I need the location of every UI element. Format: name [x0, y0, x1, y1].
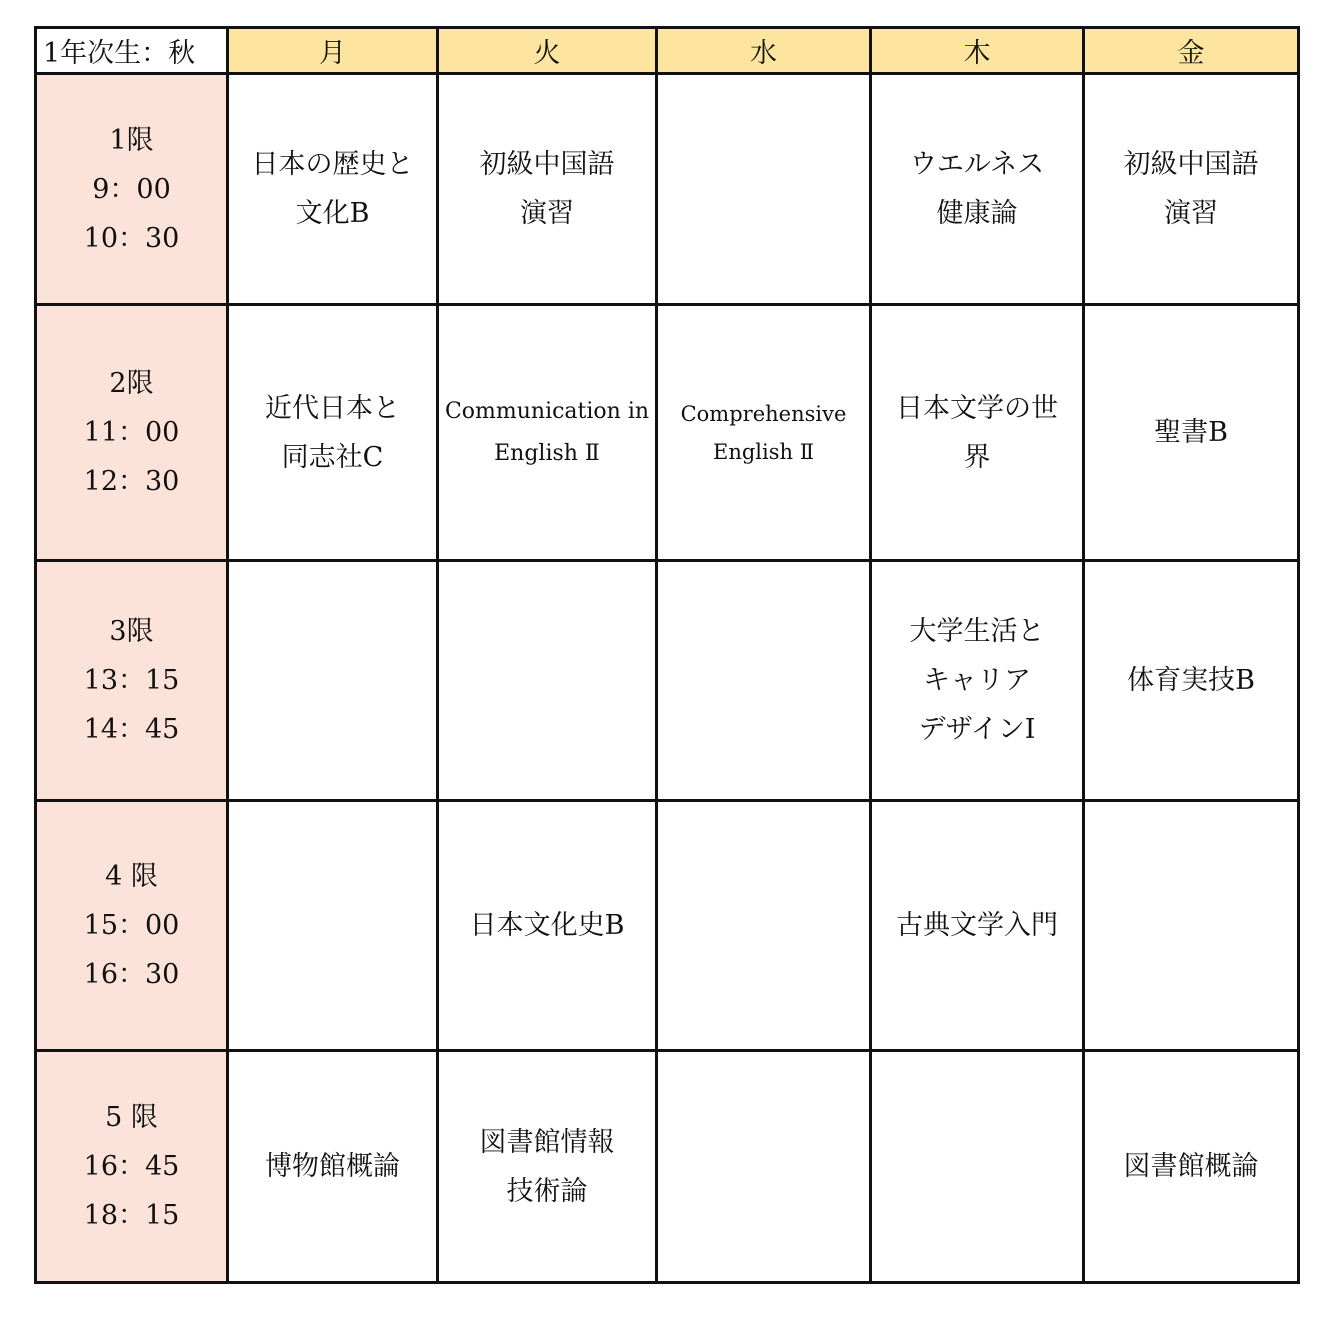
period-end-time: 10：30	[83, 222, 180, 254]
period-cell-5	[36, 1051, 228, 1283]
class-cell-p4-thu	[871, 801, 1084, 1051]
period-row-1	[36, 74, 1299, 305]
period-start-time: 9：00	[92, 173, 171, 205]
course-name-line: 図書館概論	[1123, 1151, 1259, 1182]
class-cell-p3-fri	[1084, 561, 1299, 801]
course-name-line: 図書館情報	[479, 1126, 615, 1158]
day-header-mon: 月	[228, 28, 438, 74]
course-name-line: 体育実技B	[1127, 665, 1255, 696]
course-name-line: 日本の歴史と	[251, 149, 414, 180]
course-name-line: 日本文化史B	[469, 910, 625, 941]
period-row-3	[36, 561, 1299, 801]
class-cell-p5-fri	[1084, 1051, 1299, 1283]
class-cell-p3-wed	[657, 561, 871, 801]
period-cell-3	[36, 561, 228, 801]
period-start-time: 11：00	[83, 417, 180, 448]
period-end-time: 14：45	[83, 714, 180, 745]
timetable	[34, 26, 1300, 1284]
period-end-time: 12：30	[83, 466, 180, 497]
period-end-time: 16：30	[83, 959, 180, 990]
period-cell-1	[36, 74, 228, 305]
class-cell-p4-wed	[657, 801, 871, 1051]
class-cell-p5-thu	[871, 1051, 1084, 1283]
course-name-line: 初級中国語	[1123, 149, 1259, 180]
class-cell-p1-fri	[1084, 74, 1299, 305]
course-name-line: ウエルネス	[909, 149, 1045, 180]
period-start-time: 16：45	[83, 1151, 180, 1182]
period-start-time: 13：15	[83, 665, 180, 696]
course-name-line: 演習	[1164, 198, 1218, 229]
course-name-line: 同志社C	[281, 441, 384, 473]
header-row	[36, 28, 1299, 74]
period-cell-4	[36, 801, 228, 1051]
course-name-line: 近代日本と	[265, 392, 400, 424]
class-cell-p2-tue	[438, 305, 657, 561]
class-cell-p1-tue	[438, 74, 657, 305]
timetable-title: 1年次生：秋	[36, 28, 228, 74]
class-cell-p5-wed	[657, 1051, 871, 1283]
course-name-line: 日本文学の世	[896, 392, 1058, 424]
course-name-line: English Ⅱ	[494, 440, 600, 466]
course-name-line: Comprehensive	[680, 401, 847, 426]
course-name-line: 古典文学入門	[896, 910, 1058, 941]
course-name-line: 文化B	[295, 198, 370, 229]
course-name-line: English Ⅱ	[713, 439, 814, 464]
class-cell-p3-mon	[228, 561, 438, 801]
course-name-line: Communication in	[444, 398, 650, 424]
course-name-line: 初級中国語	[479, 149, 615, 180]
class-cell-p1-wed	[657, 74, 871, 305]
period-cell-2	[36, 305, 228, 561]
period-label: 4 限	[105, 861, 158, 892]
class-cell-p4-tue	[438, 801, 657, 1051]
period-row-5	[36, 1051, 1299, 1283]
course-name-line: 界	[963, 441, 991, 473]
period-label: 3限	[109, 616, 154, 647]
class-cell-p2-fri	[1084, 305, 1299, 561]
course-name-line: デザインⅠ	[918, 714, 1036, 745]
class-cell-p1-mon	[228, 74, 438, 305]
class-cell-p5-mon	[228, 1051, 438, 1283]
class-cell-p5-tue	[438, 1051, 657, 1283]
period-start-time: 15：00	[83, 910, 180, 941]
class-cell-p4-mon	[228, 801, 438, 1051]
class-cell-p2-thu	[871, 305, 1084, 561]
class-cell-p1-thu	[871, 74, 1084, 305]
period-label: 2限	[109, 368, 154, 399]
class-cell-p4-fri	[1084, 801, 1299, 1051]
day-header-thu: 木	[871, 28, 1084, 74]
day-header-tue: 火	[438, 28, 657, 74]
course-name-line: 聖書B	[1154, 417, 1228, 448]
period-end-time: 18：15	[83, 1200, 180, 1231]
class-cell-p2-wed	[657, 305, 871, 561]
class-cell-p3-thu	[871, 561, 1084, 801]
course-name-line: 大学生活と	[909, 616, 1045, 647]
day-header-wed: 水	[657, 28, 871, 74]
course-name-line: 技術論	[506, 1175, 588, 1207]
course-name-line: 博物館概論	[265, 1151, 400, 1182]
period-label: 1限	[109, 124, 154, 156]
period-label: 5 限	[105, 1102, 158, 1133]
course-name-line: キャリア	[923, 665, 1031, 696]
period-row-2	[36, 305, 1299, 561]
course-name-line: 演習	[520, 198, 574, 229]
day-header-fri: 金	[1084, 28, 1299, 74]
class-cell-p3-tue	[438, 561, 657, 801]
period-row-4	[36, 801, 1299, 1051]
course-name-line: 健康論	[936, 198, 1018, 229]
class-cell-p2-mon	[228, 305, 438, 561]
